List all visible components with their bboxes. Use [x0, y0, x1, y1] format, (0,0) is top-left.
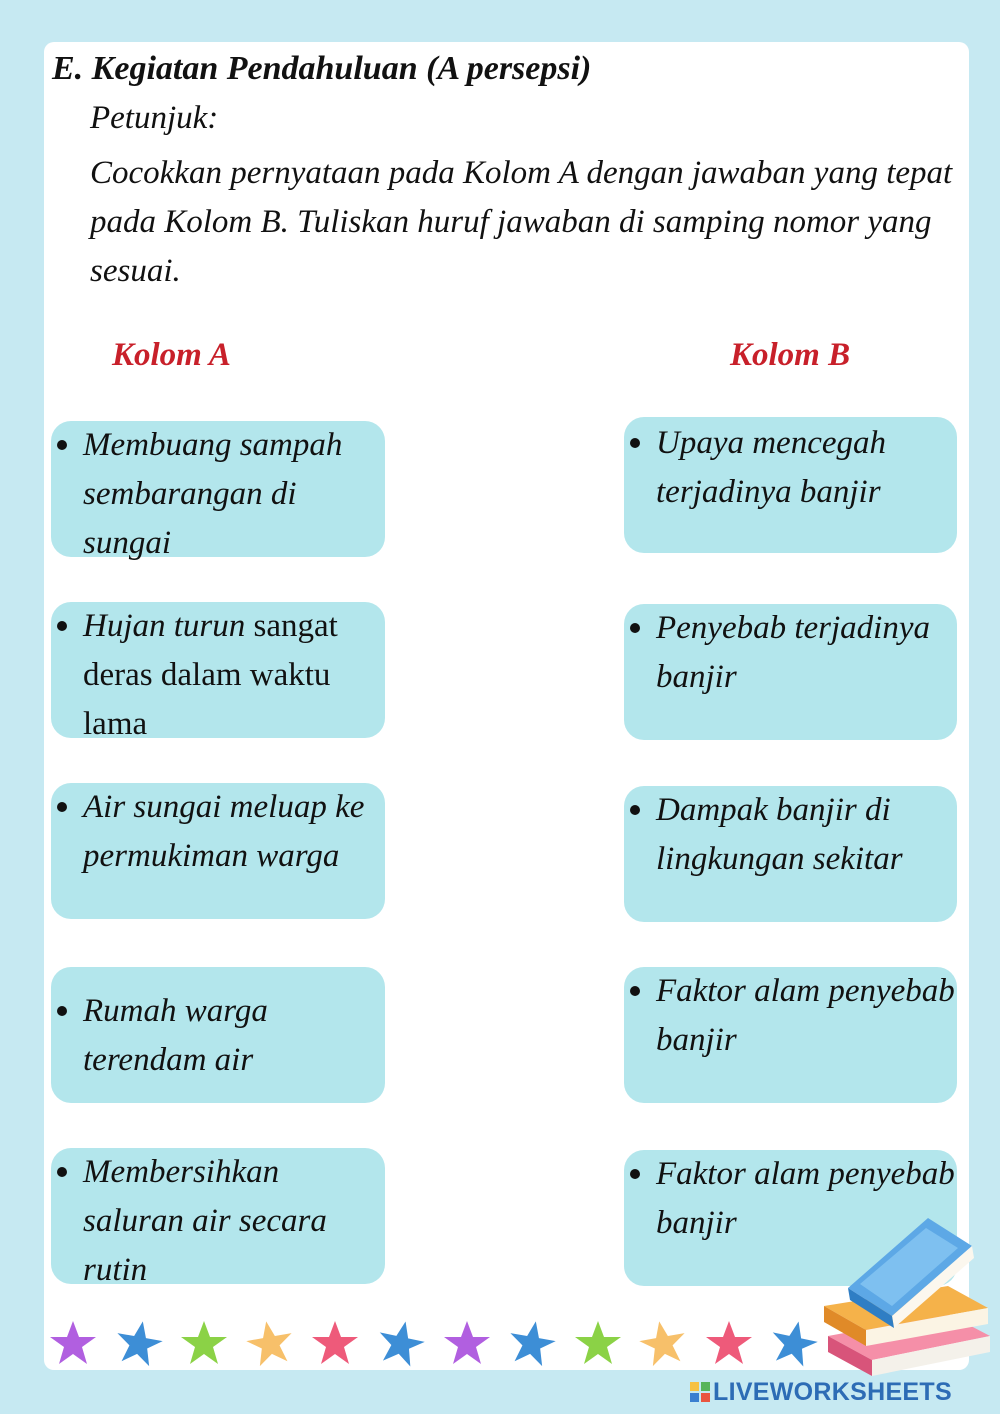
- instructions-text: Cocokkan pernyataan pada Kolom A dengan jawaban yang tepat pada Kolom B. Tuliskan huruf jawaban di samping nomor yang sesuai.: [90, 155, 953, 289]
- star-icon: [704, 1318, 754, 1368]
- section-heading: E. Kegiatan Pendahuluan (A persepsi): [52, 50, 592, 87]
- star-icon: [442, 1318, 492, 1368]
- instructions-label: Petunjuk:: [90, 100, 219, 136]
- column-a-item-text: Rumah warga terendam air: [83, 993, 268, 1078]
- column-a-item-text: Membuang sampah sembarangan di sungai: [83, 427, 343, 561]
- bullet-icon: [630, 438, 640, 448]
- column-b-item-3[interactable]: [624, 786, 957, 922]
- star-icon: [245, 1318, 295, 1368]
- column-a-item-text: Membersihkan saluran air secara rutin: [83, 1154, 327, 1288]
- bullet-icon: [57, 1006, 67, 1016]
- column-b-item-text: Upaya mencegah terjadinya banjir: [656, 425, 887, 510]
- column-b-item-text: Penyebab terjadinya banjir: [656, 610, 930, 695]
- column-b-item-1[interactable]: [624, 417, 957, 553]
- bullet-icon: [57, 802, 67, 812]
- column-a-heading: Kolom A: [112, 337, 231, 373]
- bullet-icon: [630, 805, 640, 815]
- column-b-heading: Kolom B: [730, 337, 851, 373]
- column-a-item-5[interactable]: [51, 1148, 385, 1288]
- star-icon: [310, 1318, 360, 1368]
- liveworksheets-logo: [690, 1376, 952, 1408]
- star-icon: [638, 1318, 688, 1368]
- column-b-item-text: Faktor alam penyebab banjir: [656, 973, 955, 1058]
- star-icon: [179, 1318, 229, 1368]
- brand-name: LIVEWORKSHEETS: [713, 1377, 952, 1406]
- star-icon: [573, 1318, 623, 1368]
- star-icon: [376, 1318, 426, 1368]
- column-b-item-4[interactable]: [624, 967, 957, 1103]
- bullet-icon: [57, 1167, 67, 1177]
- column-a-item-4[interactable]: [51, 967, 385, 1103]
- column-a-item-text: Hujan turun sangat deras dalam waktu lama: [83, 608, 338, 742]
- column-a-item-3[interactable]: [51, 783, 385, 919]
- bullet-icon: [630, 623, 640, 633]
- column-b-item-2[interactable]: [624, 604, 957, 740]
- star-icon: [48, 1318, 98, 1368]
- bullet-icon: [57, 621, 67, 631]
- column-a-item-1[interactable]: [51, 421, 385, 561]
- star-icon: [507, 1318, 557, 1368]
- books-stack-illustration: [808, 1218, 998, 1378]
- column-b-item-text: Dampak banjir di lingkungan sekitar: [656, 792, 903, 877]
- star-border: [48, 1318, 828, 1370]
- column-a-item-2[interactable]: [51, 602, 385, 742]
- bullet-icon: [630, 1169, 640, 1179]
- logo-mark-icon: [690, 1382, 710, 1402]
- column-b-item-text: Faktor alam penyebab banjir: [656, 1156, 955, 1241]
- star-icon: [114, 1318, 164, 1368]
- column-a-item-text: Air sungai meluap ke permukiman warga: [83, 789, 365, 874]
- bullet-icon: [630, 986, 640, 996]
- bullet-icon: [57, 440, 67, 450]
